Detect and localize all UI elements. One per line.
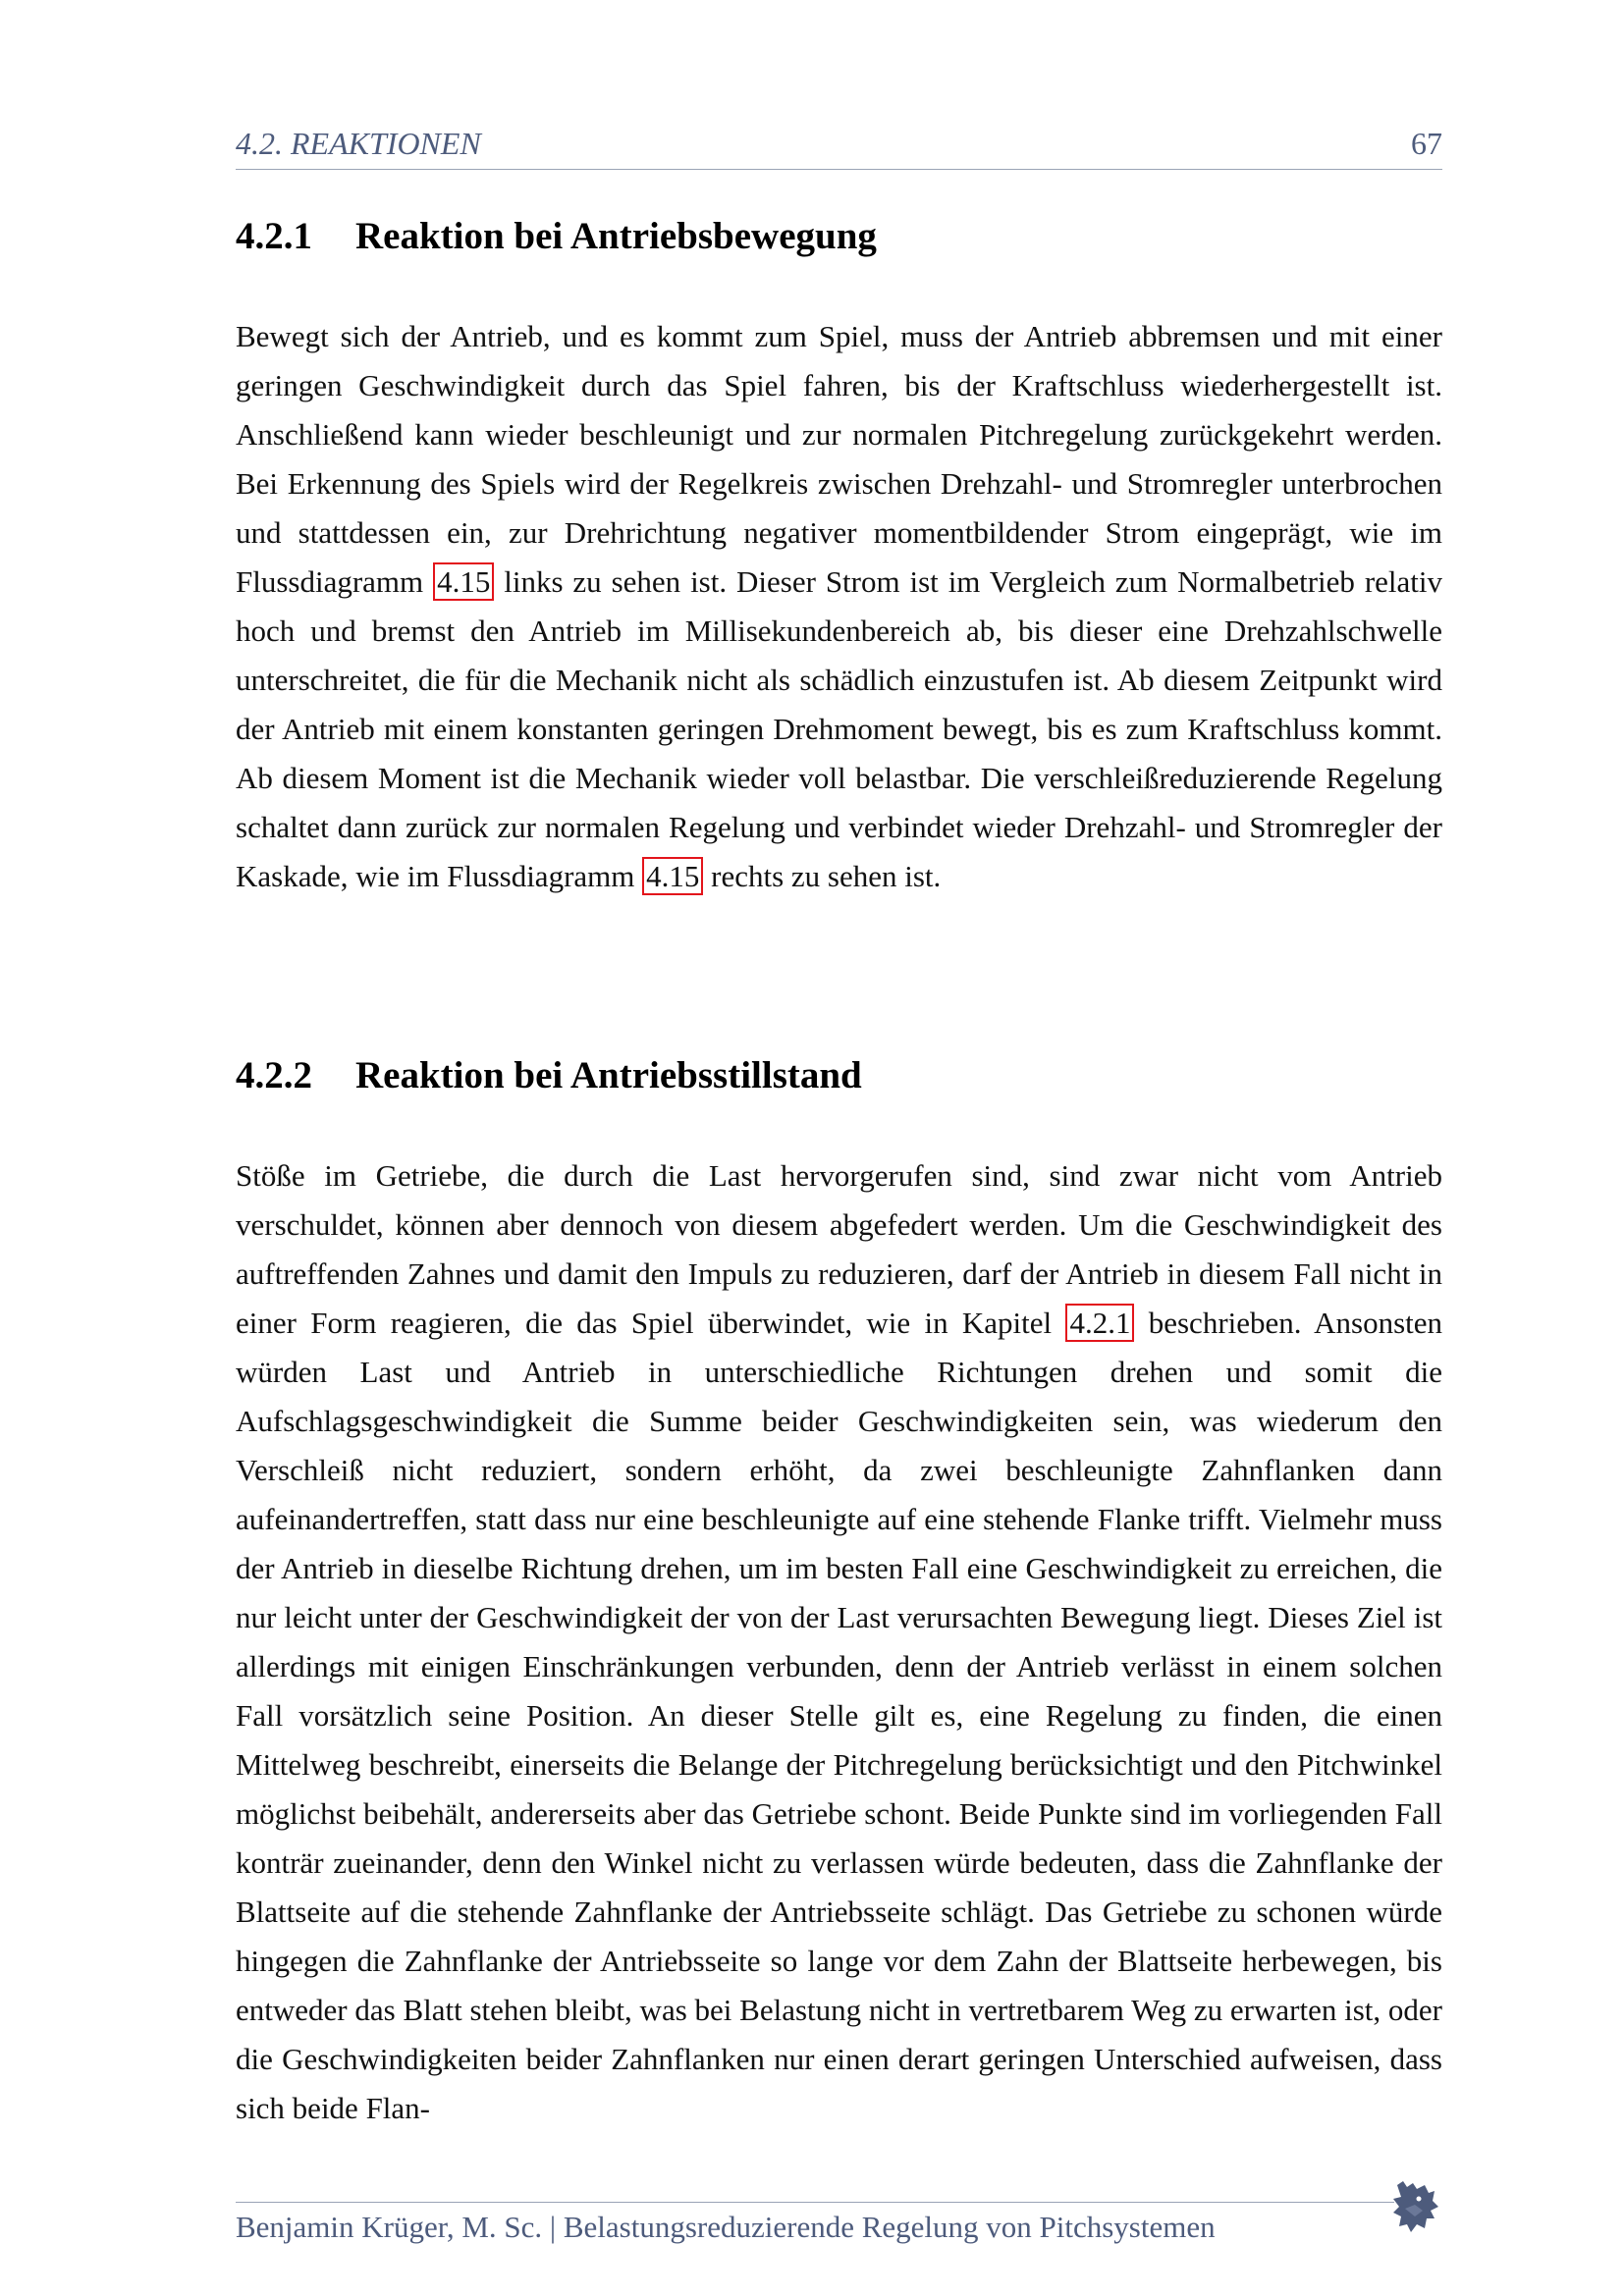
section-number: 4.2.1 xyxy=(236,215,312,257)
body-text: rechts zu sehen ist. xyxy=(703,859,942,893)
figure-ref-link[interactable]: 4.15 xyxy=(642,857,703,895)
section-title: Reaktion bei Antriebsstillstand xyxy=(355,1054,862,1096)
paragraph-4-2-1 xyxy=(236,312,1442,901)
footer-text: Benjamin Krüger, M. Sc. | Belastungsreduzierende Regelung von Pitchsystemen xyxy=(236,2210,1216,2244)
running-header xyxy=(236,122,1442,170)
body-text: beschrieben. Ansonsten würden Last und Antrieb in unterschiedliche Richtungen drehen und somit die Aufschlagsgeschwindigkeit die Summe beider Geschwindigkeiten sein, was wiederum den Verschleiß nicht reduziert, sondern erhöht, da zwei beschleunigte Zahnflanken dann aufeinandertreffen, statt dass nur eine beschleunigte auf eine stehende Flanke trifft. Vielmehr muss der Antrieb in dieselbe Richtung drehen, um im besten Fall eine Geschwindigkeit zu erreichen, die nur leicht unter der Geschwindigkeit der von der Last verursachten Bewegung liegt. Dieses Ziel ist allerdings mit einigen Einschränkungen verbunden, denn der Antrieb verlässt in einem solchen Fall vorsätzlich seine Position. An dieser Stelle gilt es, eine Regelung zu finden, die einen Mittelweg beschreibt, einerseits die Belange der Pitchregelung berücksichtigt und den Pitchwinkel möglichst beibehält, andererseits aber das Getriebe schont. Beide Punkte sind im vorliegenden Fall konträr zueinander, denn den Winkel nicht zu verlassen würde bedeuten, dass die Zahnflanke der Blattseite auf die stehende Zahnflanke der Antriebsseite schlägt. Das Getriebe zu schonen würde hingegen die Zahnflanke der Antriebsseite so lange vor dem Zahn der Blattseite herbewegen, bis entweder das Blatt stehen bleibt, was bei Belastung nicht in vertretbarem Weg zu erwarten ist, oder die Geschwindigkeiten beider Zahnflanken nur einen derart geringen Unterschied aufweisen, dass sich beide Flan- xyxy=(236,1306,1443,2125)
body-text: Bewegt sich der Antrieb, und es kommt zum Spiel, muss der Antrieb abbremsen und mit einer geringen Geschwindigkeit durch das Spiel fahren, bis der Kraftschluss wiederhergestellt ist. Anschließend kann wieder beschleunigt und zur normalen Pitchregelung zurückgekehrt werden. Bei Erkennung des Spiels wird der Regelkreis zwischen Drehzahl- und Stromregler unterbrochen und stattdessen ein, zur Drehrichtung negativer momentbildender Strom eingeprägt, wie im Flussdiagramm xyxy=(236,319,1442,599)
section-ref-link[interactable]: 4.2.1 xyxy=(1065,1304,1134,1342)
section-heading-4-2-2 xyxy=(236,1053,862,1097)
paragraph-4-2-2 xyxy=(236,1151,1442,2133)
section-heading-4-2-1 xyxy=(236,214,877,258)
body-text: links zu sehen ist. Dieser Strom ist im Vergleich zum Normalbetrieb relativ hoch und bremst den Antrieb im Millisekundenbereich ab, bis dieser eine Drehzahlschwelle unterschreitet, die für die Mechanik nicht als schädlich einzustufen ist. Ab diesem Zeitpunkt wird der Antrieb mit einem konstanten geringen Drehmoment bewegt, bis es zum Kraftschluss kommt. Ab diesem Moment ist die Mechanik wieder voll belastbar. Die verschleißreduzierende Regelung schaltet dann zurück zur normalen Regelung und verbindet wieder Drehzahl- und Stromregler der Kaskade, wie im Flussdiagramm xyxy=(236,564,1442,893)
page-number: 67 xyxy=(1411,126,1442,161)
section-title: Reaktion bei Antriebsbewegung xyxy=(355,215,877,257)
heraldic-lion-logo-icon xyxy=(1389,2179,1440,2234)
footer-rule xyxy=(236,2202,1394,2203)
header-section-title: 4.2. REAKTIONEN xyxy=(236,126,481,161)
body-text: Stöße im Getriebe, die durch die Last hervorgerufen sind, sind zwar nicht vom Antrieb verschuldet, können aber dennoch von diesem abgefedert werden. Um die Geschwindigkeit des auftreffenden Zahnes und damit den Impuls zu reduzieren, darf der Antrieb in diesem Fall nicht in einer Form reagieren, die das Spiel überwindet, wie in Kapitel xyxy=(236,1158,1442,1340)
section-number: 4.2.2 xyxy=(236,1054,312,1096)
figure-ref-link[interactable]: 4.15 xyxy=(433,562,494,601)
